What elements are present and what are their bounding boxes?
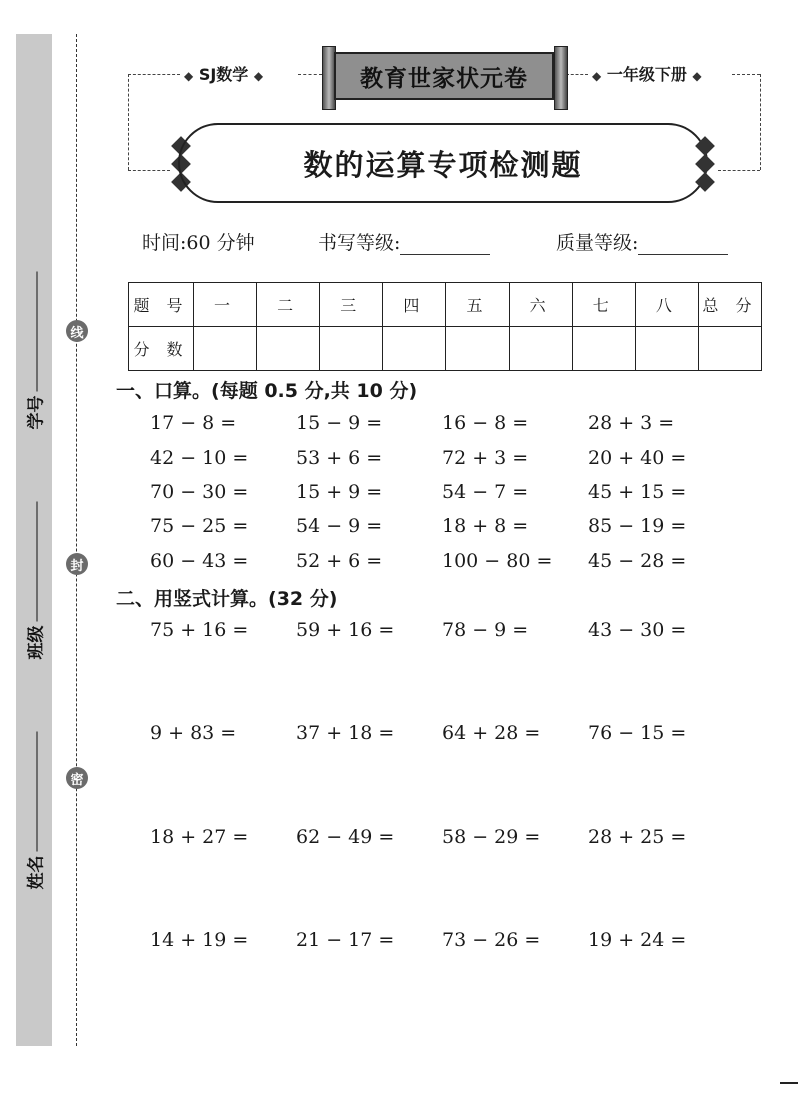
class-field[interactable]: [16, 480, 52, 680]
score-header-cell: 六: [509, 283, 572, 327]
score-header-cell: 二: [257, 283, 320, 327]
writing-grade: [318, 228, 490, 255]
score-header-cell: 八: [635, 283, 698, 327]
problem: 73 − 26 =: [442, 929, 541, 951]
score-header-cell: 总 分: [698, 283, 761, 327]
score-row-label: 分 数: [129, 327, 194, 371]
section1-points: (每题 0.5 分,共 10 分): [211, 380, 418, 402]
series-title: 教育世家状元卷: [360, 65, 528, 92]
name-blank[interactable]: [36, 731, 37, 851]
student-id-label: 学号: [26, 395, 47, 429]
problem: 45 + 15 =: [588, 481, 687, 503]
problem: 58 − 29 =: [442, 826, 541, 848]
header-dash-right-b: [718, 170, 760, 171]
problem: 37 + 18 =: [296, 722, 395, 744]
score-header-cell: 三: [320, 283, 383, 327]
header-dash-right-v: [760, 74, 761, 170]
score-cell[interactable]: [257, 327, 320, 371]
problem: 76 − 15 =: [588, 722, 687, 744]
cut-line: [76, 34, 77, 1046]
page-corner-mark: [780, 1082, 798, 1084]
problem: 54 − 7 =: [442, 481, 529, 503]
seal-mark-secret: 密: [66, 767, 88, 789]
section2-points: (32 分): [268, 588, 338, 610]
seal-mark-seal: 封: [66, 553, 88, 575]
section2-title-text: 二、用竖式计算。: [116, 588, 269, 610]
score-header-cell: 五: [446, 283, 509, 327]
problem: 100 − 80 =: [442, 550, 553, 572]
left-tag-text: SJ数学: [198, 65, 249, 84]
score-cell[interactable]: [320, 327, 383, 371]
name-field[interactable]: [16, 710, 52, 910]
problem: 72 + 3 =: [442, 447, 529, 469]
section1-title: [116, 376, 417, 403]
class-blank[interactable]: [36, 501, 37, 621]
student-id-field[interactable]: [16, 250, 52, 450]
problem: 54 − 9 =: [296, 515, 383, 537]
score-header-cell: 四: [383, 283, 446, 327]
section1-title-text: 一、口算。: [116, 380, 212, 402]
diamond-icon: ◆: [692, 69, 702, 83]
right-tag-text: 一年级下册: [606, 65, 687, 84]
diamond-icon: ◆: [253, 69, 264, 83]
problem: 52 + 6 =: [296, 550, 383, 572]
writing-grade-label: 书写等级:: [318, 232, 401, 254]
problem: 18 + 8 =: [442, 515, 529, 537]
score-header-cell: 题 号: [129, 283, 194, 327]
quality-grade-blank[interactable]: [638, 234, 728, 255]
problem: 19 + 24 =: [588, 929, 687, 951]
score-cell[interactable]: [509, 327, 572, 371]
scroll-paper: [334, 52, 554, 100]
problem: 75 + 16 =: [150, 619, 249, 641]
problem: 42 − 10 =: [150, 447, 249, 469]
score-header-cell: 七: [572, 283, 635, 327]
header-dash-left-v: [128, 74, 129, 170]
problem: 15 + 9 =: [296, 481, 383, 503]
problem: 45 − 28 =: [588, 550, 687, 572]
problem: 18 + 27 =: [150, 826, 249, 848]
diamond-icon: ◆: [184, 69, 194, 83]
problem: 17 − 8 =: [150, 412, 237, 434]
problem: 9 + 83 =: [150, 722, 237, 744]
writing-grade-blank[interactable]: [400, 234, 490, 255]
header-dash-left-b: [128, 170, 170, 171]
problem: 85 − 19 =: [588, 515, 687, 537]
problem: 28 + 3 =: [588, 412, 675, 434]
score-cell[interactable]: [572, 327, 635, 371]
quality-grade: [556, 228, 728, 255]
score-cell[interactable]: [194, 327, 257, 371]
problem: 64 + 28 =: [442, 722, 541, 744]
problem: 60 − 43 =: [150, 550, 249, 572]
header-dash-left-2: [298, 74, 322, 75]
score-cell[interactable]: [698, 327, 761, 371]
score-value-row: [129, 327, 762, 371]
problem: 43 − 30 =: [588, 619, 687, 641]
problem: 62 − 49 =: [296, 826, 395, 848]
problem: 53 + 6 =: [296, 447, 383, 469]
diamond-stack-right-icon: [694, 136, 716, 193]
score-cell[interactable]: [635, 327, 698, 371]
left-tag: [184, 62, 263, 85]
exam-title-banner: [178, 123, 708, 203]
problem: 15 − 9 =: [296, 412, 383, 434]
series-scroll: [322, 46, 566, 108]
score-table: [128, 282, 762, 371]
score-header-row: [129, 283, 762, 327]
header-dash-right: [732, 74, 760, 75]
scroll-rod-right: [554, 46, 568, 110]
score-header-cell: 一: [194, 283, 257, 327]
exam-title: 数的运算专项检测题: [303, 147, 583, 182]
problem: 75 − 25 =: [150, 515, 249, 537]
header-dash-left: [128, 74, 180, 75]
score-cell[interactable]: [446, 327, 509, 371]
score-cell[interactable]: [383, 327, 446, 371]
class-label: 班级: [26, 625, 47, 659]
problem: 78 − 9 =: [442, 619, 529, 641]
right-tag: [592, 62, 702, 85]
problem: 20 + 40 =: [588, 447, 687, 469]
header-dash-right-2: [566, 74, 588, 75]
seal-mark-line: 线: [66, 320, 88, 342]
problem: 59 + 16 =: [296, 619, 395, 641]
diamond-icon: ◆: [592, 69, 602, 83]
time-info: 时间:60 分钟: [142, 232, 255, 254]
name-label: 姓名: [26, 855, 47, 889]
problem: 14 + 19 =: [150, 929, 249, 951]
student-id-blank[interactable]: [36, 271, 37, 391]
section2-title: [116, 584, 337, 611]
quality-grade-label: 质量等级:: [556, 232, 639, 254]
problem: 28 + 25 =: [588, 826, 687, 848]
problem: 70 − 30 =: [150, 481, 249, 503]
problem: 21 − 17 =: [296, 929, 395, 951]
problem: 16 − 8 =: [442, 412, 529, 434]
